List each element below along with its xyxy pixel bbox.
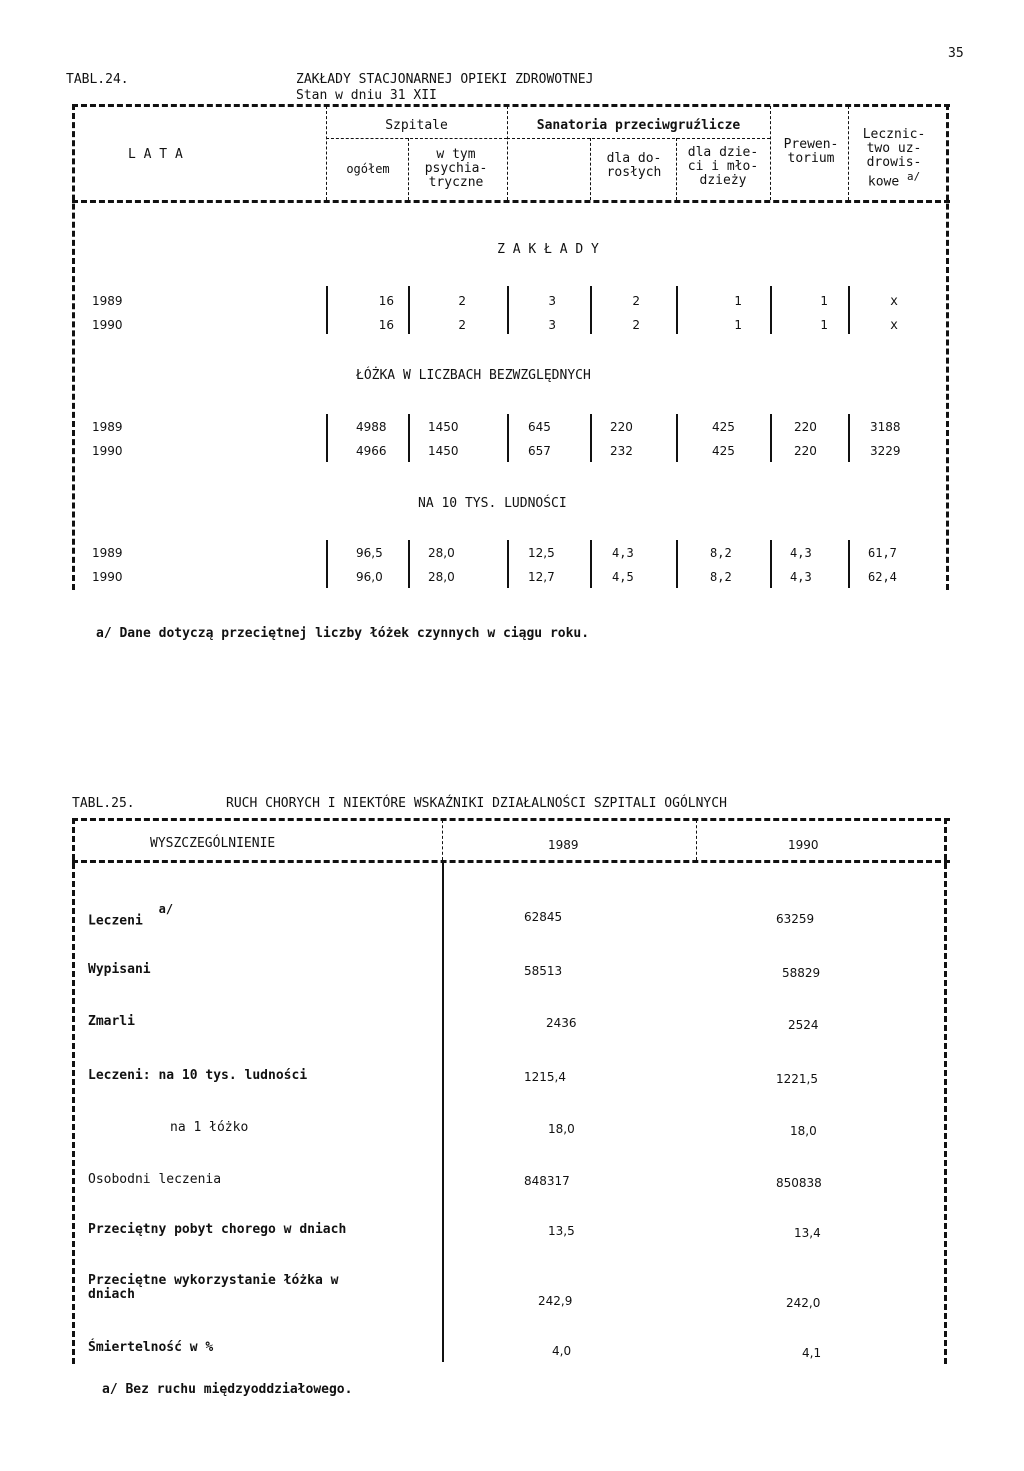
header-doroslych: dla do- rosłych — [606, 151, 662, 180]
table-24-right-border — [946, 104, 949, 590]
column-rule — [507, 286, 509, 334]
header-prewentorium: Prewen- torium — [783, 137, 839, 166]
table-24-left-border — [72, 104, 75, 590]
column-rule — [590, 286, 592, 334]
row-label-wypisani: Wypisani — [88, 962, 151, 977]
row-label-leczeni — [88, 902, 174, 929]
header-lecznictwo-text: Lecznic- two uz- drowis- kowe — [862, 127, 926, 190]
cell-value: 3 — [548, 294, 556, 308]
cell-value: 657 — [528, 444, 551, 458]
cell-1989: 18,0 — [548, 1122, 575, 1136]
cell-1990: 13,4 — [794, 1226, 821, 1240]
cell-value: 1 — [820, 318, 828, 332]
row-label-przecietny-pobyt: Przeciętny pobyt chorego w dniach — [88, 1222, 347, 1237]
cell-value: 28,0 — [428, 570, 455, 584]
column-rule — [848, 540, 850, 588]
cell-value: 4,5 — [612, 570, 634, 584]
row-label-note: a/ — [158, 902, 174, 916]
header-divider — [676, 138, 677, 200]
row-label-na-1-lozko: na 1 łóżko — [170, 1120, 249, 1135]
cell-1990: 63259 — [776, 912, 815, 926]
row-year: 1989 — [92, 546, 123, 560]
cell-value: 96,0 — [356, 570, 383, 584]
cell-value: 2 — [632, 294, 640, 308]
cell-value: 12,5 — [528, 546, 555, 560]
cell-value: 3 — [548, 318, 556, 332]
cell-value: 1450 — [428, 420, 459, 434]
row-label-text: Leczeni — [88, 913, 143, 929]
cell-value: 62,4 — [868, 570, 897, 584]
table-25-left-border — [72, 818, 75, 1364]
header-lecznictwo-note: a/ — [907, 170, 921, 183]
cell-1989: 58513 — [524, 964, 563, 978]
row-year: 1990 — [92, 444, 123, 458]
cell-value: 2 — [632, 318, 640, 332]
cell-value: 4966 — [356, 444, 387, 458]
header-divider — [326, 138, 507, 139]
header-divider — [590, 138, 591, 200]
column-rule — [408, 286, 410, 334]
cell-value: 645 — [528, 420, 551, 434]
column-rule — [590, 414, 592, 462]
table-24-subtitle: Stan w dniu 31 XII — [296, 88, 437, 103]
cell-1990: 4,1 — [802, 1346, 822, 1360]
cell-value: 1 — [734, 318, 742, 332]
cell-value: 28,0 — [428, 546, 455, 560]
table-24-footnote: a/ Dane dotyczą przeciętnej liczby łóżek czynnych w ciągu roku. — [96, 626, 590, 641]
cell-value: 1 — [820, 294, 828, 308]
cell-value: 425 — [712, 420, 735, 434]
cell-1990: 242,0 — [786, 1296, 821, 1310]
cell-1989: 242,9 — [538, 1294, 573, 1308]
table-25-title: RUCH CHORYCH I NIEKTÓRE WSKAŹNIKI DZIAŁALNOŚCI SZPITALI OGÓLNYCH — [226, 796, 727, 811]
column-rule — [326, 414, 328, 462]
cell-1989: 1215,4 — [524, 1070, 566, 1084]
cell-value: x — [890, 294, 898, 309]
row-year: 1989 — [92, 294, 123, 308]
table-24-top-border — [72, 104, 950, 107]
cell-value: 3229 — [870, 444, 901, 458]
cell-1990: 850838 — [776, 1176, 822, 1190]
header-1989: 1989 — [548, 838, 579, 852]
cell-value: 61,7 — [868, 546, 897, 560]
header-divider — [770, 106, 771, 200]
column-rule — [507, 540, 509, 588]
cell-1990: 58829 — [782, 966, 821, 980]
column-rule — [442, 862, 444, 1362]
table-25-header-bottom-border — [72, 860, 950, 863]
section-title-na-10-tys: NA 10 TYS. LUDNOŚCI — [418, 496, 567, 511]
table-24-label: TABL.24. — [66, 72, 129, 87]
cell-1989: 4,0 — [552, 1344, 572, 1358]
header-dzieci: dla dzie- ci i mło- dzieży — [687, 145, 759, 188]
row-year: 1990 — [92, 318, 123, 332]
header-1990: 1990 — [788, 838, 819, 852]
column-rule — [326, 286, 328, 334]
cell-value: 16 — [378, 294, 394, 308]
column-rule — [770, 286, 772, 334]
cell-1989: 13,5 — [548, 1224, 575, 1238]
cell-1989: 62845 — [524, 910, 563, 924]
cell-value: 8,2 — [710, 570, 732, 584]
cell-value: 232 — [610, 444, 633, 458]
cell-value: 2 — [458, 294, 466, 308]
cell-1990: 18,0 — [790, 1124, 817, 1138]
table-25-top-border — [72, 818, 950, 821]
cell-value: 12,7 — [528, 570, 555, 584]
column-rule — [770, 540, 772, 588]
cell-value: 4,3 — [612, 546, 634, 560]
header-divider — [408, 138, 409, 200]
column-rule — [676, 286, 678, 334]
column-rule — [770, 414, 772, 462]
column-rule — [676, 540, 678, 588]
cell-value: 2 — [458, 318, 466, 332]
cell-value: 220 — [794, 444, 817, 458]
table-25-label: TABL.25. — [72, 796, 135, 811]
header-sanatoria: Sanatoria przeciwgruźlicze — [536, 118, 741, 133]
header-divider — [848, 106, 849, 200]
row-label-smiertelnosc: Śmiertelność w % — [88, 1340, 214, 1355]
section-title-zaklady: Z A K Ł A D Y — [497, 242, 599, 257]
cell-value: 1 — [734, 294, 742, 308]
header-divider — [442, 820, 443, 860]
cell-value: 16 — [378, 318, 394, 332]
header-lata: L A T A — [128, 147, 183, 162]
header-szpitale: Szpitale — [385, 118, 448, 133]
column-rule — [408, 414, 410, 462]
cell-1990: 1221,5 — [776, 1072, 818, 1086]
cell-value: 3188 — [870, 420, 901, 434]
cell-value: x — [890, 318, 898, 333]
column-rule — [408, 540, 410, 588]
column-rule — [848, 414, 850, 462]
row-year: 1989 — [92, 420, 123, 434]
cell-1989: 848317 — [524, 1174, 570, 1188]
header-ogolem: ogółem — [346, 162, 390, 176]
header-psychiatryczne: w tym psychia- tryczne — [424, 147, 488, 190]
row-label-leczeni-na-10-tys: Leczeni: na 10 tys. ludności — [88, 1068, 308, 1083]
column-rule — [590, 540, 592, 588]
cell-value: 220 — [610, 420, 633, 434]
cell-value: 4,3 — [790, 570, 812, 584]
cell-value: 96,5 — [356, 546, 383, 560]
column-rule — [676, 414, 678, 462]
row-year: 1990 — [92, 570, 123, 584]
page-number: 35 — [948, 46, 964, 61]
table-25-right-border — [944, 818, 947, 1364]
table-24-title: ZAKŁADY STACJONARNEJ OPIEKI ZDROWOTNEJ — [296, 72, 594, 87]
cell-value: 4988 — [356, 420, 387, 434]
table-25-footnote: a/ Bez ruchu międzyoddziałowego. — [102, 1382, 353, 1397]
table-24-header-bottom-border — [72, 200, 950, 203]
cell-1990: 2524 — [788, 1018, 819, 1032]
cell-1989: 2436 — [546, 1016, 577, 1030]
section-title-lozka: ŁÓŻKA W LICZBACH BEZWZGLĘDNYCH — [356, 368, 591, 383]
header-divider — [696, 820, 697, 860]
column-rule — [326, 540, 328, 588]
cell-value: 220 — [794, 420, 817, 434]
cell-value: 4,3 — [790, 546, 812, 560]
cell-value: 8,2 — [710, 546, 732, 560]
header-divider — [507, 138, 770, 139]
header-wyszczegolnienie: WYSZCZEGÓLNIENIE — [150, 836, 276, 851]
header-lecznictwo — [856, 128, 932, 189]
column-rule — [848, 286, 850, 334]
row-label-zmarli: Zmarli — [88, 1014, 135, 1029]
cell-value: 425 — [712, 444, 735, 458]
row-label-osobodni: Osobodni leczenia — [88, 1172, 222, 1187]
row-label-wykorzystanie: Przeciętne wykorzystanie łóżka w dniach — [88, 1273, 339, 1302]
column-rule — [507, 414, 509, 462]
cell-value: 1450 — [428, 444, 459, 458]
